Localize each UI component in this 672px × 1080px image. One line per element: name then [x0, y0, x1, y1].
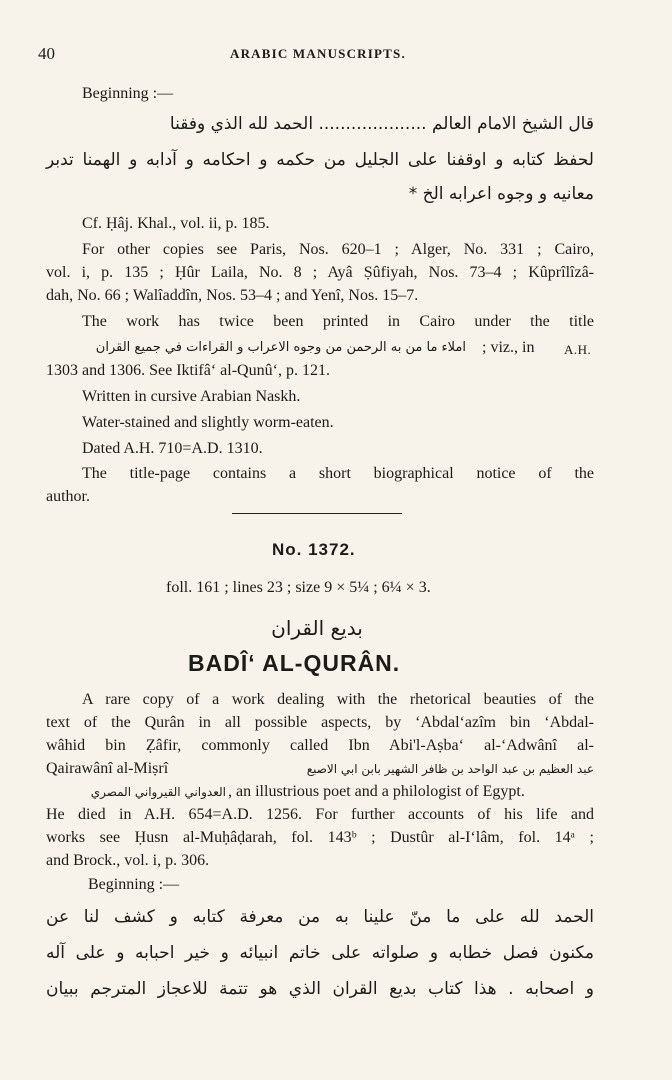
- script-note: Written in cursive Arabian Naskh.: [82, 388, 301, 405]
- page-number: 40: [38, 44, 55, 63]
- copies-text: For other copies see Paris, Nos. 620–1 ; Alger, No. 331 ; Cairo,: [82, 241, 594, 258]
- printed-ah: A.H.: [564, 342, 592, 357]
- folio-info: foll. 161 ; lines 23 ; size 9 × 5¼ ; 6¼ × 3.: [166, 579, 431, 596]
- arabic-line: لحفظ كتابه و اوقفنا على الجليل من حكمه و احكامه و آدابه و الهمنا تدبر: [46, 150, 594, 170]
- description-text: works see Ḥusn al-Muḥâḍarah, fol. 143ᵇ ; Dustûr al-Iʻlâm, fol. 14ᵃ ;: [46, 829, 594, 846]
- description-text: A rare copy of a work dealing with the rhetorical beauties of the: [82, 691, 594, 708]
- printed-arabic-title: املاء ما من به الرحمن من وجوه الاعراب و القراءات في جميع القران: [95, 340, 466, 355]
- beginning-label: Beginning :—: [88, 876, 180, 893]
- work-title: BADÎʻ AL-QURÂN.: [188, 650, 401, 676]
- date-note: Dated A.H. 710=A.D. 1310.: [82, 440, 263, 457]
- printed-text: The work has twice been printed in Cairo under the title: [82, 313, 594, 330]
- arabic-line: الحمد لله على ما منّ علينا به من معرفة كتابه و كشف لنا عن: [46, 907, 594, 927]
- description-text: wâhid bin Ẓâfir, commonly called Ibn Abi'l-Aṣbaʻ al-ʻAdwânî al-: [46, 737, 594, 754]
- copies-text: dah, No. 66 ; Walîaddîn, Nos. 53–4 ; and Yenî, Nos. 15–7.: [46, 287, 419, 304]
- description-text: He died in A.H. 654=A.D. 1256. For further accounts of his life and: [46, 806, 594, 823]
- copies-text: vol. i, p. 135 ; Ḥûr Laila, No. 8 ; Ayâ Ṣûfiyah, Nos. 73–4 ; Kûprîlîzâ-: [46, 264, 594, 281]
- printed-viz: ; viz., in: [482, 339, 535, 356]
- description-text: , an illustrious poet and a philologist of Egypt.: [228, 783, 525, 800]
- printed-text: 1303 and 1306. See Iktifâʻ al-Qunûʻ, p. 121.: [46, 362, 330, 379]
- author-arabic-name: العدواني القيرواني المصري: [90, 785, 226, 799]
- beginning-label: Beginning :—: [82, 85, 174, 102]
- description-text: Qairawânî al-Miṣrî: [46, 760, 169, 777]
- entry-number: No. 1372.: [272, 540, 356, 559]
- condition-note: Water-stained and slightly worm-eaten.: [82, 414, 334, 431]
- description-text: and Brock., vol. i, p. 306.: [46, 852, 210, 869]
- section-divider: [232, 513, 402, 514]
- author-arabic-name: عبد العظيم بن عبد الواحد بن ظافر الشهير بابن ابي الاصبع: [306, 762, 594, 776]
- arabic-title: بديع القران: [271, 616, 363, 640]
- cf-reference: Cf. Ḥâj. Khal., vol. ii, p. 185.: [82, 215, 270, 232]
- arabic-line: معانيه و وجوه اعرابه الخ *: [408, 184, 594, 204]
- titlepage-note: author.: [46, 488, 90, 505]
- titlepage-note: The title-page contains a short biographical notice of the: [82, 465, 594, 482]
- arabic-line: مكنون فصل خطابه و صلواته على خاتم انبيائه و خير احبابه و على آله: [46, 943, 594, 963]
- arabic-line: قال الشيخ الامام العالم .................... الحمد لله الذي وفقنا: [169, 114, 594, 134]
- arabic-line: و اصحابه . هذا كتاب بديع القران الذي هو تتمة للاعجاز المترجم ببيان: [46, 979, 594, 999]
- description-text: text of the Qurân in all possible aspects, by ʻAbdalʻazîm bin ʻAbdal-: [46, 714, 594, 731]
- running-title: ARABIC MANUSCRIPTS.: [230, 46, 406, 61]
